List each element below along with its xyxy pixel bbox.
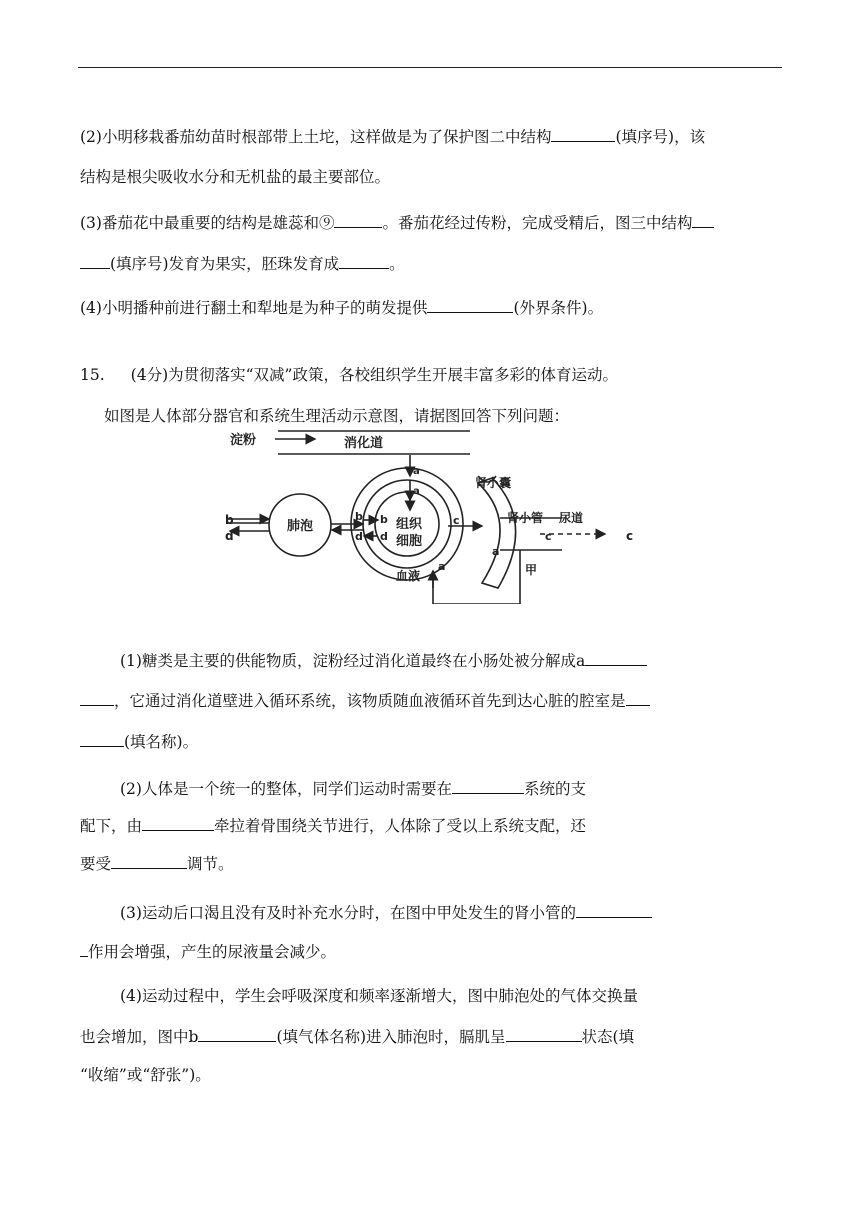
answer-blank xyxy=(142,815,214,831)
q14-part2-line1: (2)小明移栽番茄幼苗时根部带上土坨，这样做是为了保护图二中结构 (填序号)，该 xyxy=(80,128,706,146)
physiology-diagram xyxy=(220,428,650,604)
question-number: 15. xyxy=(80,366,105,384)
svg-text:a: a xyxy=(413,466,420,477)
svg-text:a: a xyxy=(413,486,420,497)
answer-blank xyxy=(80,253,110,269)
q14-part3-line2: (填序号)发育为果实，胚珠发育成 。 xyxy=(80,253,405,274)
svg-text:b: b xyxy=(355,510,363,523)
label-urethra: 尿道 xyxy=(559,511,584,525)
q15-sub1-line3: (填名称)。 xyxy=(80,731,198,752)
answer-blank xyxy=(334,212,382,228)
svg-text:d: d xyxy=(355,530,363,543)
answer-blank xyxy=(585,650,647,666)
answer-blank xyxy=(551,126,615,142)
answer-blank xyxy=(198,1026,276,1042)
svg-text:b: b xyxy=(380,513,388,526)
q15-sub4-line1: (4)运动过程中，学生会呼吸深度和频率逐渐增大，图中肺泡处的气体交换量 xyxy=(120,987,638,1005)
answer-blank xyxy=(80,941,88,957)
label-renal-tubule: 肾小管 xyxy=(507,511,544,525)
q15-sub1-line1: (1)糖类是主要的供能物质，淀粉经过消化道最终在小肠处被分解成a xyxy=(120,650,647,671)
q14-part2-line2: 结构是根尖吸收水分和无机盐的最主要部位。 xyxy=(80,168,391,186)
label-digestive-tract: 消化道 xyxy=(344,436,384,451)
q15-sub2-line1: (2)人体是一个统一的整体，同学们运动时需要在 系统的支 xyxy=(120,780,586,798)
q14-part3-line1: (3)番茄花中最重要的结构是雄蕊和⑨ 。番茄花经过传粉，完成受精后，图三中结构 xyxy=(80,212,714,233)
svg-text:c: c xyxy=(453,514,460,527)
svg-text:c: c xyxy=(545,530,552,543)
q15-sub2-line3: 要受 调节。 xyxy=(80,855,234,873)
q15-sub4-line3: “收缩”或“舒张”)。 xyxy=(80,1066,211,1084)
answer-blank xyxy=(626,690,650,706)
q15-sub4-line2: 也会增加，图中b (填气体名称)进入肺泡时，膈肌呈 状态(填 xyxy=(80,1028,635,1046)
q15-sub2-line2: 配下，由 牵拉着骨围绕关节进行，人体除了受以上系统支配，还 xyxy=(80,817,587,835)
q15-intro: 如图是人体部分器官和系统生理活动示意图，请据图回答下列问题： xyxy=(104,407,570,425)
label-jia: 甲 xyxy=(525,563,538,577)
svg-text:d: d xyxy=(380,530,388,543)
answer-blank xyxy=(576,902,652,918)
answer-blank xyxy=(506,1026,582,1042)
answer-blank xyxy=(80,731,124,747)
svg-text:a: a xyxy=(492,545,500,558)
label-alveolus: 肺泡 xyxy=(287,519,314,534)
label-starch: 淀粉 xyxy=(230,433,257,448)
label-renal-capsule: 肾小囊 xyxy=(475,476,512,490)
svg-text:d: d xyxy=(225,529,234,543)
answer-blank xyxy=(692,212,714,228)
header-rule xyxy=(78,67,782,68)
label-blood: 血液 xyxy=(396,569,421,583)
svg-text:b: b xyxy=(225,513,234,527)
label-tissue: 组织 xyxy=(396,517,423,532)
q14-part4: (4)小明播种前进行翻土和犁地是为种子的萌发提供 (外界条件)。 xyxy=(80,299,604,317)
svg-text:a: a xyxy=(438,560,446,573)
label-cell: 细胞 xyxy=(396,534,423,549)
q15-sub3-line2: 作用会增强，产生的尿液量会减少。 xyxy=(80,941,336,962)
answer-blank xyxy=(80,690,114,706)
svg-text:c: c xyxy=(626,529,634,543)
answer-blank xyxy=(427,297,513,313)
answer-blank xyxy=(339,253,389,269)
answer-blank xyxy=(111,853,187,869)
answer-blank xyxy=(452,778,524,794)
q15-sub3-line1: (3)运动后口渴且没有及时补充水分时，在图中甲处发生的肾小管的 xyxy=(120,902,652,923)
q15-sub1-line2: ，它通过消化道壁进入循环系统，该物质随血液循环首先到达心脏的腔室是 xyxy=(80,690,650,711)
q15-header: 15. (4分)为贯彻落实“双减”政策，各校组织学生开展丰富多彩的体育运动。 xyxy=(80,366,618,384)
